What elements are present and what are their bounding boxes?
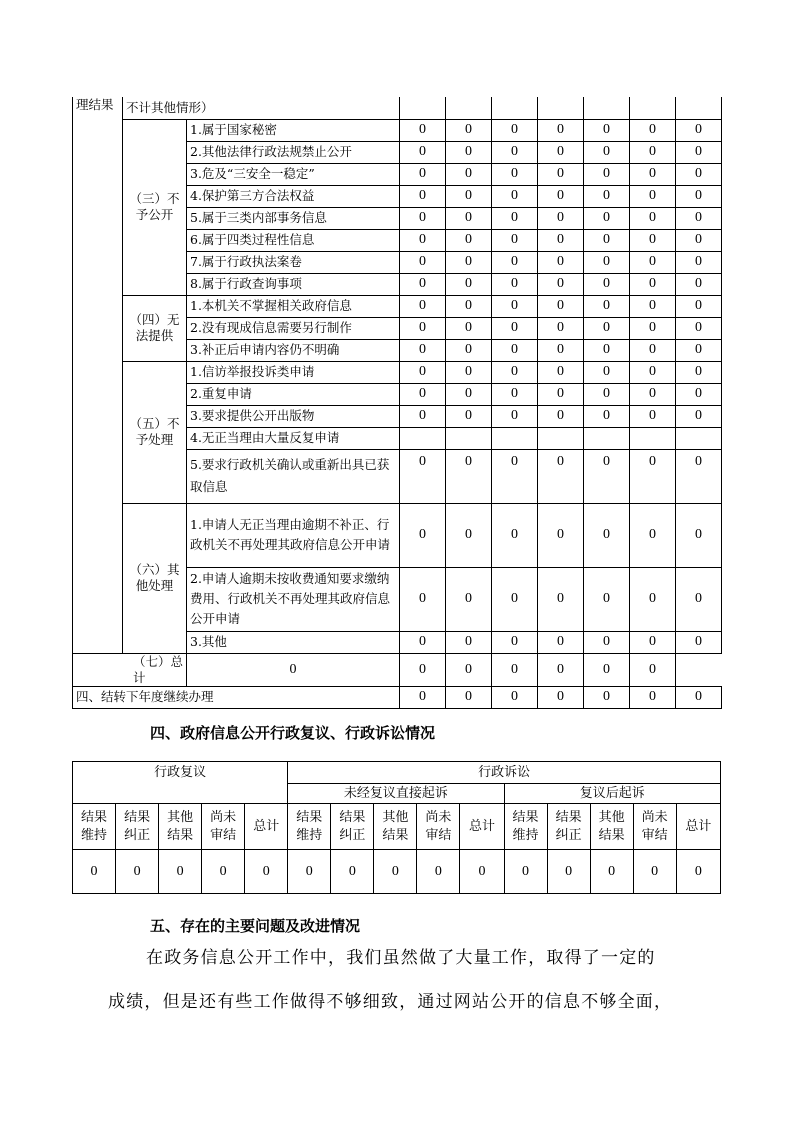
cell-value: 0 — [400, 383, 446, 405]
cell-value: 0 — [633, 850, 676, 894]
cell-value: 0 — [538, 273, 584, 295]
cell-value — [676, 427, 722, 449]
cell-value: 0 — [446, 163, 492, 185]
col-label: 结果纠正 — [331, 804, 374, 850]
col-label: 尚未审结 — [417, 804, 460, 850]
cell-value: 0 — [676, 229, 722, 251]
cell-value: 0 — [492, 503, 538, 567]
cell-value: 0 — [584, 141, 630, 163]
cell-value: 0 — [400, 339, 446, 361]
cell-value: 0 — [630, 295, 676, 317]
cell-value: 0 — [460, 850, 504, 894]
col-label: 结果纠正 — [547, 804, 590, 850]
cell-value: 0 — [538, 317, 584, 339]
cell-value: 0 — [584, 119, 630, 141]
cell-value: 0 — [400, 361, 446, 383]
cell-value: 0 — [538, 405, 584, 427]
table-row — [73, 119, 722, 141]
cell-value: 0 — [630, 339, 676, 361]
col-label: 总计 — [676, 804, 720, 850]
cell-value: 0 — [630, 653, 676, 686]
group-label: （三）不予公开 — [123, 119, 187, 295]
cell-value: 0 — [538, 141, 584, 163]
table-row — [73, 762, 721, 784]
row-label: 3.要求提供公开出版物 — [187, 405, 400, 427]
cell-value: 0 — [400, 653, 446, 686]
cell-value: 0 — [584, 686, 630, 708]
cell-value: 0 — [492, 449, 538, 503]
col-label: 结果纠正 — [116, 804, 159, 850]
cell-value: 0 — [400, 631, 446, 653]
cell-value: 0 — [446, 567, 492, 631]
section-heading-problems: 五、存在的主要问题及改进情况 — [150, 917, 361, 935]
cell-value: 0 — [538, 185, 584, 207]
cell-value: 0 — [584, 251, 630, 273]
cell-value: 0 — [676, 383, 722, 405]
cell-value: 0 — [492, 339, 538, 361]
col-label: 总计 — [245, 804, 288, 850]
cell-value: 0 — [446, 119, 492, 141]
cell-value: 0 — [492, 361, 538, 383]
cell-value: 0 — [584, 567, 630, 631]
cell-value: 0 — [492, 229, 538, 251]
cell-value: 0 — [676, 251, 722, 273]
cell-value: 0 — [630, 273, 676, 295]
table-row — [73, 686, 722, 708]
cell-value: 0 — [676, 503, 722, 567]
group-label: （四）无法提供 — [123, 295, 187, 361]
cell-value: 0 — [159, 850, 202, 894]
cell-value: 0 — [446, 141, 492, 163]
cell-value: 0 — [446, 653, 492, 686]
cell-value: 0 — [446, 207, 492, 229]
cell-value: 0 — [630, 631, 676, 653]
cell-value — [400, 427, 446, 449]
cell-value: 0 — [584, 185, 630, 207]
cell-value: 0 — [400, 119, 446, 141]
carryover-label: 四、结转下年度继续办理 — [73, 686, 400, 708]
cell-value: 0 — [676, 185, 722, 207]
row-label: 8.属于行政查询事项 — [187, 273, 400, 295]
cell-value: 0 — [492, 383, 538, 405]
cell-value: 0 — [446, 686, 492, 708]
cell-value: 0 — [584, 361, 630, 383]
cell-value: 0 — [446, 405, 492, 427]
cell-value: 0 — [400, 185, 446, 207]
row-label: 4.保护第三方合法权益 — [187, 185, 400, 207]
cell-value: 0 — [676, 119, 722, 141]
cell-value: 0 — [676, 317, 722, 339]
row-label: 3.补正后申请内容仍不明确 — [187, 339, 400, 361]
cell-value: 0 — [400, 405, 446, 427]
cell-value: 0 — [417, 850, 460, 894]
cell-value: 0 — [492, 141, 538, 163]
row-label: 2.重复申请 — [187, 383, 400, 405]
cell-value: 0 — [630, 317, 676, 339]
cell-value: 0 — [547, 850, 590, 894]
table-row — [73, 361, 722, 383]
cell-value: 0 — [446, 295, 492, 317]
row-label: 1.属于国家秘密 — [187, 119, 400, 141]
row-subtext: 不计其他情形） — [123, 97, 400, 119]
paragraph-line: 在政务信息公开工作中，我们虽然做了大量工作，取得了一定的 — [146, 948, 656, 968]
cell-value: 0 — [538, 295, 584, 317]
cell-value: 0 — [676, 273, 722, 295]
col-label: 其他结果 — [159, 804, 202, 850]
cell-value: 0 — [446, 251, 492, 273]
cell-value: 0 — [73, 850, 116, 894]
cell-value: 0 — [630, 163, 676, 185]
cell-value: 0 — [446, 449, 492, 503]
cell-value: 0 — [630, 119, 676, 141]
cell-value: 0 — [630, 686, 676, 708]
cell-value: 0 — [400, 251, 446, 273]
col-label: 总计 — [460, 804, 504, 850]
cell-value: 0 — [446, 503, 492, 567]
review-litigation-table — [72, 761, 721, 894]
cell-value: 0 — [492, 653, 538, 686]
cell-value: 0 — [630, 207, 676, 229]
cell-value: 0 — [492, 631, 538, 653]
cell-value: 0 — [446, 339, 492, 361]
cell-value: 0 — [676, 163, 722, 185]
cell-value: 0 — [374, 850, 417, 894]
row-label: 1.信访举报投诉类申请 — [187, 361, 400, 383]
row-label: 5.属于三类内部事务信息 — [187, 207, 400, 229]
cell-value — [446, 427, 492, 449]
table-row — [73, 295, 722, 317]
cell-value: 0 — [630, 503, 676, 567]
row-label: 6.属于四类过程性信息 — [187, 229, 400, 251]
cell-value: 0 — [400, 317, 446, 339]
cell-value: 0 — [400, 207, 446, 229]
cell-value: 0 — [331, 850, 374, 894]
cell-value: 0 — [538, 686, 584, 708]
post-review-suit-header: 复议后起诉 — [504, 784, 721, 804]
cell-value: 0 — [676, 686, 722, 708]
cell-value: 0 — [630, 185, 676, 207]
row-label: 2.没有现成信息需要另行制作 — [187, 317, 400, 339]
cell-value: 0 — [590, 850, 633, 894]
cell-value: 0 — [676, 631, 722, 653]
cell-value: 0 — [446, 383, 492, 405]
cell-value: 0 — [400, 449, 446, 503]
cell-value: 0 — [446, 361, 492, 383]
cell-value: 0 — [676, 850, 720, 894]
cell-value: 0 — [584, 229, 630, 251]
cell-value: 0 — [538, 119, 584, 141]
cell-value: 0 — [492, 567, 538, 631]
cell-value: 0 — [584, 207, 630, 229]
cell-value — [584, 427, 630, 449]
cell-value: 0 — [492, 251, 538, 273]
col-label: 其他结果 — [374, 804, 417, 850]
total-label: （七）总计 — [73, 653, 187, 686]
cell-value: 0 — [400, 163, 446, 185]
col-label: 尚未审结 — [633, 804, 676, 850]
cell-value: 0 — [584, 317, 630, 339]
cell-value: 0 — [492, 207, 538, 229]
cell-value: 0 — [584, 405, 630, 427]
section-heading-review-litigation: 四、政府信息公开行政复议、行政诉讼情况 — [150, 724, 436, 742]
table-row — [73, 503, 722, 567]
cell-value: 0 — [630, 405, 676, 427]
cell-value: 0 — [400, 141, 446, 163]
cell-value: 0 — [446, 273, 492, 295]
cell-value: 0 — [538, 163, 584, 185]
row-label: 3.其他 — [187, 631, 400, 653]
cell-value: 0 — [538, 229, 584, 251]
row-label: 4.无正当理由大量反复申请 — [187, 427, 400, 449]
admin-review-header: 行政复议 — [73, 762, 288, 804]
cell-value: 0 — [492, 185, 538, 207]
col-label: 尚未审结 — [202, 804, 245, 850]
table-row — [73, 850, 721, 894]
col-label: 其他结果 — [590, 804, 633, 850]
group-label: （五）不予处理 — [123, 361, 187, 503]
col-label: 结果维持 — [504, 804, 547, 850]
cell-value: 0 — [492, 686, 538, 708]
cell-value: 0 — [630, 449, 676, 503]
row-label: 2.申请人逾期未按收费通知要求缴纳费用、行政机关不再处理其政府信息公开申请 — [187, 567, 400, 631]
cell-value: 0 — [446, 185, 492, 207]
cell-value: 0 — [630, 383, 676, 405]
table-row — [73, 97, 722, 119]
cell-value: 0 — [676, 405, 722, 427]
cell-value: 0 — [584, 653, 630, 686]
cell-value: 0 — [584, 339, 630, 361]
cell-value: 0 — [492, 273, 538, 295]
col-label: 结果维持 — [73, 804, 116, 850]
cell-value: 0 — [676, 567, 722, 631]
cell-value: 0 — [245, 850, 288, 894]
row-label: 5.要求行政机关确认或重新出具已获取信息 — [187, 449, 400, 503]
cell-value: 0 — [584, 503, 630, 567]
group-label: （六）其他处理 — [123, 503, 187, 653]
row-label: 7.属于行政执法案卷 — [187, 251, 400, 273]
cell-value: 0 — [446, 229, 492, 251]
cell-value: 0 — [584, 273, 630, 295]
cell-value: 0 — [538, 631, 584, 653]
cell-value: 0 — [676, 339, 722, 361]
cell-value: 0 — [584, 631, 630, 653]
cell-value: 0 — [630, 141, 676, 163]
row-label: 2.其他法律行政法规禁止公开 — [187, 141, 400, 163]
cell-value: 0 — [584, 383, 630, 405]
cell-value: 0 — [630, 251, 676, 273]
cell-value: 0 — [538, 449, 584, 503]
row-label: 1.本机关不掌握相关政府信息 — [187, 295, 400, 317]
col-label: 结果维持 — [288, 804, 331, 850]
direct-suit-header: 未经复议直接起诉 — [288, 784, 504, 804]
cell-value: 0 — [446, 317, 492, 339]
cell-value: 0 — [584, 295, 630, 317]
cell-value: 0 — [584, 449, 630, 503]
cell-value: 0 — [504, 850, 547, 894]
cell-value: 0 — [676, 361, 722, 383]
cell-value: 0 — [538, 503, 584, 567]
cell-value: 0 — [584, 163, 630, 185]
cell-value: 0 — [676, 207, 722, 229]
cell-value: 0 — [400, 273, 446, 295]
cell-value: 0 — [492, 295, 538, 317]
cell-value: 0 — [187, 653, 400, 686]
cell-value: 0 — [676, 141, 722, 163]
cell-value: 0 — [538, 361, 584, 383]
row-label: 1.申请人无正当理由逾期不补正、行政机关不再处理其政府信息公开申请 — [187, 503, 400, 567]
paragraph-line: 成绩，但是还有些工作做得不够细致，通过网站公开的信息不够全面， — [108, 992, 673, 1012]
application-handling-table — [72, 97, 722, 709]
cell-value: 0 — [492, 317, 538, 339]
cell-value: 0 — [400, 229, 446, 251]
cell-value: 0 — [538, 251, 584, 273]
cell-value: 0 — [630, 567, 676, 631]
table-row — [73, 653, 722, 686]
cell-value: 0 — [288, 850, 331, 894]
row-label: 3.危及“三安全一稳定” — [187, 163, 400, 185]
cell-value: 0 — [400, 567, 446, 631]
table-row — [73, 804, 721, 850]
cell-value: 0 — [116, 850, 159, 894]
cell-value: 0 — [630, 229, 676, 251]
cell-value: 0 — [538, 339, 584, 361]
row-header-result: 理结果 — [73, 97, 123, 653]
cell-value: 0 — [492, 163, 538, 185]
cell-value: 0 — [538, 207, 584, 229]
cell-value: 0 — [676, 295, 722, 317]
cell-value: 0 — [400, 686, 446, 708]
cell-value: 0 — [492, 119, 538, 141]
cell-value — [492, 427, 538, 449]
cell-value: 0 — [400, 295, 446, 317]
cell-value: 0 — [538, 653, 584, 686]
cell-value: 0 — [492, 405, 538, 427]
cell-value — [538, 427, 584, 449]
cell-value: 0 — [446, 631, 492, 653]
cell-value: 0 — [630, 361, 676, 383]
cell-value: 0 — [538, 383, 584, 405]
cell-value — [630, 427, 676, 449]
cell-value: 0 — [538, 567, 584, 631]
admin-litigation-header: 行政诉讼 — [288, 762, 721, 784]
cell-value: 0 — [202, 850, 245, 894]
cell-value: 0 — [400, 503, 446, 567]
cell-value: 0 — [676, 449, 722, 503]
